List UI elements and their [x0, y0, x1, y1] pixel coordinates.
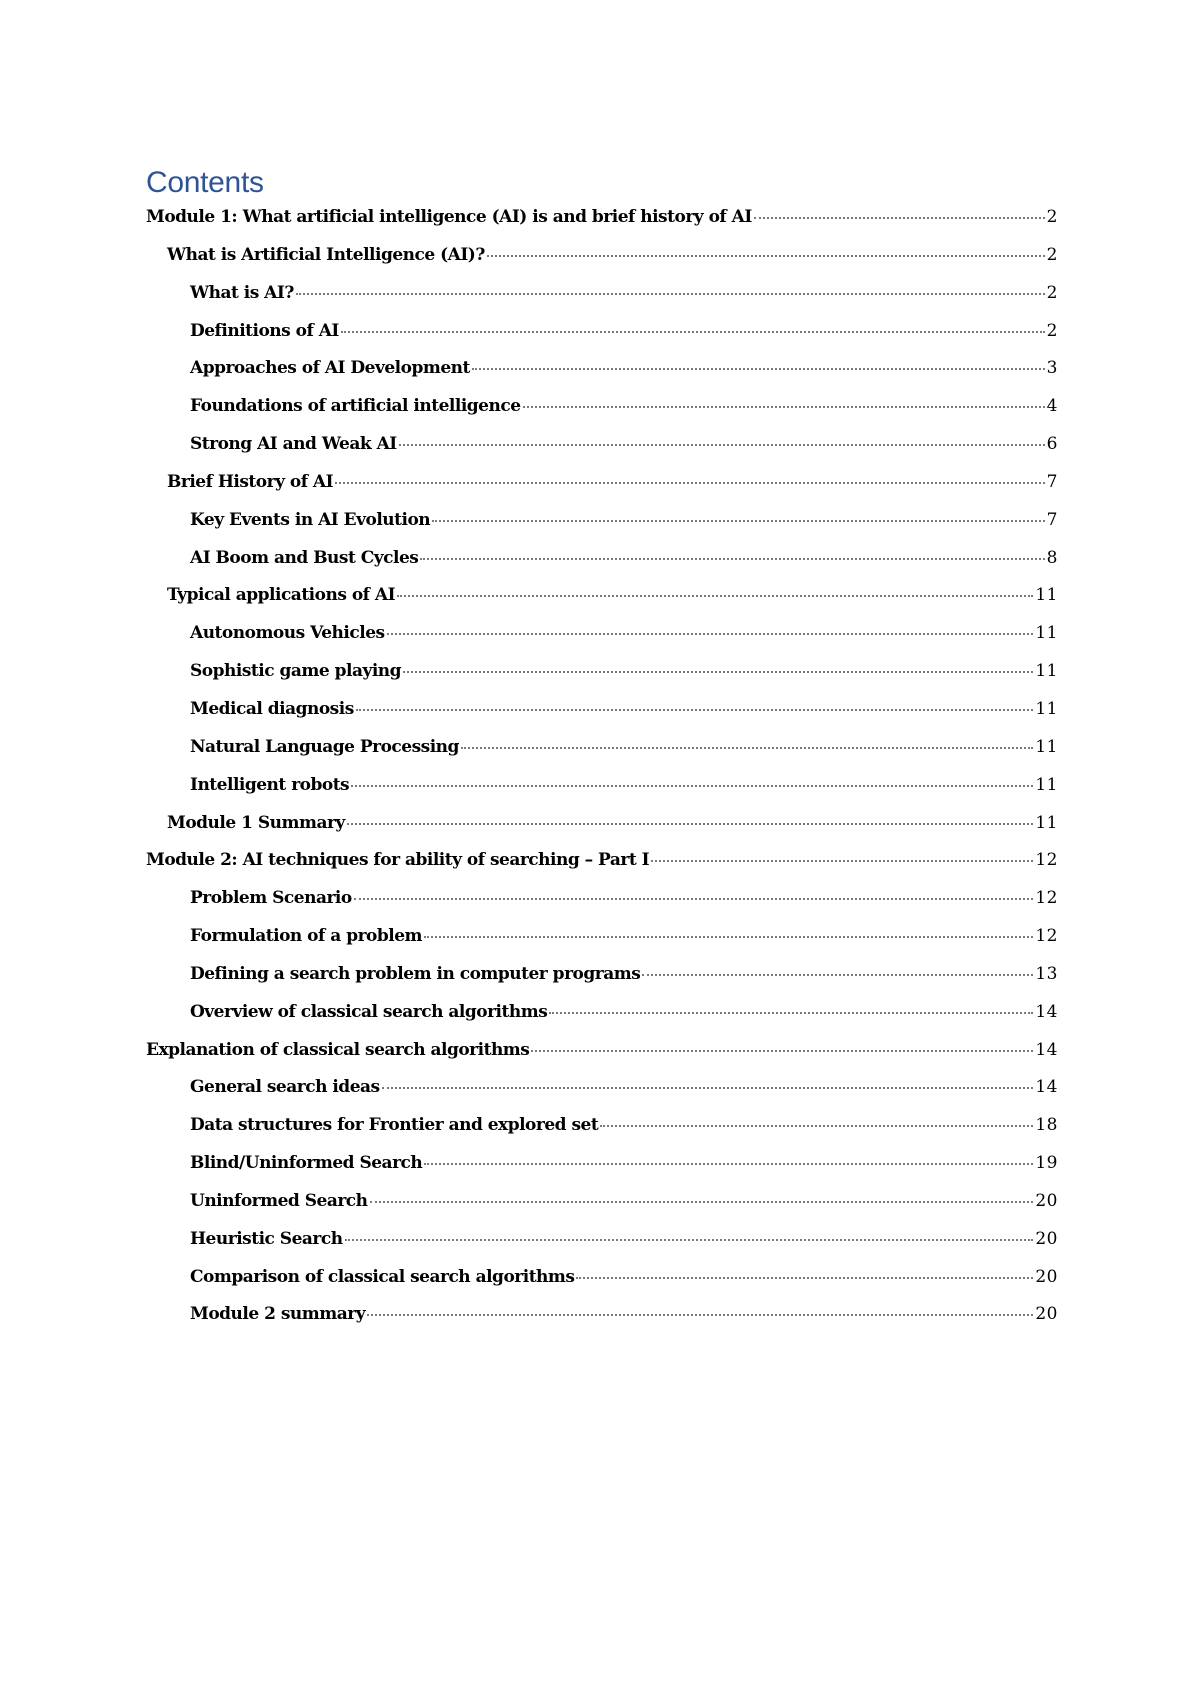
toc-entry-title[interactable]: Module 1: What artificial intelligence (AI) is and brief history of AI [146, 207, 752, 227]
toc-dot-leader [651, 860, 1033, 862]
toc-entry-page-number[interactable]: 7 [1046, 471, 1058, 492]
toc-dot-leader [549, 1012, 1033, 1014]
toc-dot-leader [754, 217, 1045, 219]
toc-entry-page-number[interactable]: 20 [1035, 1190, 1058, 1211]
toc-entry[interactable] [0, 548, 1058, 586]
toc-entry-page-number[interactable]: 18 [1035, 1115, 1058, 1136]
toc-entry[interactable] [0, 434, 1058, 472]
toc-entry-title[interactable]: General search ideas [190, 1077, 380, 1098]
toc-entry-page-number[interactable]: 2 [1046, 244, 1058, 265]
toc-dot-leader [432, 520, 1045, 522]
toc-dot-leader [387, 633, 1034, 635]
toc-entry-title[interactable]: Overview of classical search algorithms [190, 1001, 548, 1022]
toc-entry-title[interactable]: Module 2 summary [190, 1304, 366, 1325]
toc-entry[interactable] [0, 1077, 1058, 1115]
toc-dot-leader [335, 482, 1045, 484]
toc-dot-leader [424, 1163, 1033, 1165]
toc-dot-leader [370, 1201, 1034, 1203]
toc-entry-page-number[interactable]: 13 [1035, 963, 1058, 984]
toc-dot-leader [420, 558, 1044, 560]
toc-entry-title[interactable]: Brief History of AI [167, 471, 334, 492]
table-of-contents [0, 207, 1200, 1342]
toc-entry[interactable] [0, 321, 1058, 359]
toc-entry-page-number[interactable]: 11 [1035, 736, 1058, 757]
toc-entry[interactable] [0, 1191, 1058, 1229]
toc-entry-page-number[interactable]: 6 [1046, 434, 1058, 455]
toc-entry-page-number[interactable]: 11 [1035, 812, 1058, 833]
toc-entry-title[interactable]: Data structures for Frontier and explored set [190, 1115, 599, 1136]
toc-entry-title[interactable]: Heuristic Search [190, 1228, 343, 1249]
toc-entry-title[interactable]: Typical applications of AI [167, 585, 396, 606]
toc-entry[interactable] [0, 585, 1058, 623]
toc-entry-title[interactable]: Uninformed Search [190, 1190, 368, 1211]
toc-entry[interactable] [0, 283, 1058, 321]
toc-entry[interactable] [0, 850, 1058, 888]
toc-dot-leader [576, 1277, 1033, 1279]
toc-entry[interactable] [0, 1115, 1058, 1153]
toc-entry-title[interactable]: Strong AI and Weak AI [190, 434, 397, 455]
toc-entry[interactable] [0, 207, 1058, 245]
toc-dot-leader [523, 406, 1045, 408]
toc-entry-page-number[interactable]: 3 [1046, 358, 1058, 379]
toc-entry[interactable] [0, 888, 1058, 926]
toc-entry[interactable] [0, 737, 1058, 775]
toc-dot-leader [531, 1050, 1033, 1052]
toc-entry-title[interactable]: Definitions of AI [190, 320, 339, 341]
toc-entry-title[interactable]: Defining a search problem in computer programs [190, 963, 641, 984]
toc-dot-leader [341, 331, 1045, 333]
toc-entry-title[interactable]: Sophistic game playing [190, 661, 402, 682]
toc-entry-title[interactable]: Intelligent robots [190, 774, 350, 795]
toc-entry[interactable] [0, 623, 1058, 661]
toc-entry-page-number[interactable]: 14 [1035, 1001, 1058, 1022]
toc-entry[interactable] [0, 1153, 1058, 1191]
toc-entry-page-number[interactable]: 20 [1035, 1266, 1058, 1287]
toc-dot-leader [397, 595, 1033, 597]
toc-entry-page-number[interactable]: 11 [1035, 661, 1058, 682]
toc-entry-page-number[interactable]: 12 [1035, 926, 1058, 947]
toc-entry-page-number[interactable]: 20 [1035, 1304, 1058, 1325]
toc-entry-page-number[interactable]: 14 [1035, 1077, 1058, 1098]
toc-entry-page-number[interactable]: 14 [1035, 1039, 1058, 1060]
toc-entry-title[interactable]: Module 1 Summary [167, 812, 345, 833]
toc-entry[interactable] [0, 396, 1058, 434]
toc-dot-leader [351, 785, 1033, 787]
toc-entry-title[interactable]: Medical diagnosis [190, 698, 354, 719]
toc-entry-page-number[interactable]: 7 [1046, 509, 1058, 530]
toc-entry[interactable] [0, 813, 1058, 851]
toc-entry-page-number[interactable]: 2 [1046, 207, 1058, 227]
toc-entry[interactable] [0, 661, 1058, 699]
toc-entry-page-number[interactable]: 11 [1035, 774, 1058, 795]
toc-entry-title[interactable]: Foundations of artificial intelligence [190, 396, 521, 417]
toc-entry-page-number[interactable]: 12 [1035, 850, 1058, 871]
toc-entry[interactable] [0, 1304, 1058, 1342]
toc-entry-page-number[interactable]: 20 [1035, 1228, 1058, 1249]
toc-entry-title[interactable]: Formulation of a problem [190, 926, 423, 947]
toc-entry-title[interactable]: Autonomous Vehicles [190, 623, 385, 644]
toc-dot-leader [367, 1314, 1033, 1316]
toc-entry-page-number[interactable]: 2 [1046, 320, 1058, 341]
toc-entry[interactable] [0, 964, 1058, 1002]
toc-entry[interactable] [0, 926, 1058, 964]
toc-entry-title[interactable]: Explanation of classical search algorithms [146, 1039, 530, 1060]
toc-entry[interactable] [0, 358, 1058, 396]
toc-dot-leader [296, 293, 1045, 295]
toc-entry-page-number[interactable]: 8 [1046, 547, 1058, 568]
toc-entry[interactable] [0, 1267, 1058, 1305]
toc-dot-leader [487, 255, 1045, 257]
toc-entry-page-number[interactable]: 11 [1035, 698, 1058, 719]
toc-dot-leader [354, 898, 1034, 900]
toc-entry-title[interactable]: AI Boom and Bust Cycles [190, 547, 419, 568]
toc-dot-leader [356, 709, 1034, 711]
toc-entry[interactable] [0, 245, 1058, 283]
toc-entry[interactable] [0, 1002, 1058, 1040]
toc-heading: Contents [146, 166, 264, 199]
toc-entry-title[interactable]: What is Artificial Intelligence (AI)? [167, 244, 485, 265]
toc-entry[interactable] [0, 1040, 1058, 1078]
toc-dot-leader [382, 1087, 1034, 1089]
toc-entry[interactable] [0, 775, 1058, 813]
toc-dot-leader [472, 368, 1045, 370]
toc-entry-title[interactable]: Module 2: AI techniques for ability of searching – Part I [146, 850, 650, 871]
toc-entry-title[interactable]: Comparison of classical search algorithms [190, 1266, 575, 1287]
toc-entry-title[interactable]: Problem Scenario [190, 888, 352, 909]
toc-entry-page-number[interactable]: 4 [1046, 396, 1058, 417]
toc-dot-leader [600, 1125, 1033, 1127]
toc-entry-page-number[interactable]: 11 [1035, 623, 1058, 644]
toc-entry[interactable] [0, 1229, 1058, 1267]
toc-entry-page-number[interactable]: 2 [1046, 282, 1058, 303]
toc-entry-title[interactable]: What is AI? [190, 282, 294, 303]
toc-dot-leader [642, 974, 1033, 976]
toc-dot-leader [347, 823, 1034, 825]
toc-entry-title[interactable]: Approaches of AI Development [190, 358, 470, 379]
toc-entry-page-number[interactable]: 19 [1035, 1153, 1058, 1174]
toc-entry-page-number[interactable]: 12 [1035, 888, 1058, 909]
toc-entry[interactable] [0, 699, 1058, 737]
toc-dot-leader [461, 747, 1033, 749]
toc-entry[interactable] [0, 472, 1058, 510]
toc-dot-leader [399, 444, 1045, 446]
toc-entry[interactable] [0, 510, 1058, 548]
toc-entry-page-number[interactable]: 11 [1035, 585, 1058, 606]
toc-dot-leader [345, 1239, 1034, 1241]
toc-entry-title[interactable]: Natural Language Processing [190, 736, 459, 757]
toc-dot-leader [403, 671, 1033, 673]
toc-dot-leader [424, 936, 1033, 938]
toc-entry-title[interactable]: Key Events in AI Evolution [190, 509, 431, 530]
toc-entry-title[interactable]: Blind/Uninformed Search [190, 1153, 423, 1174]
